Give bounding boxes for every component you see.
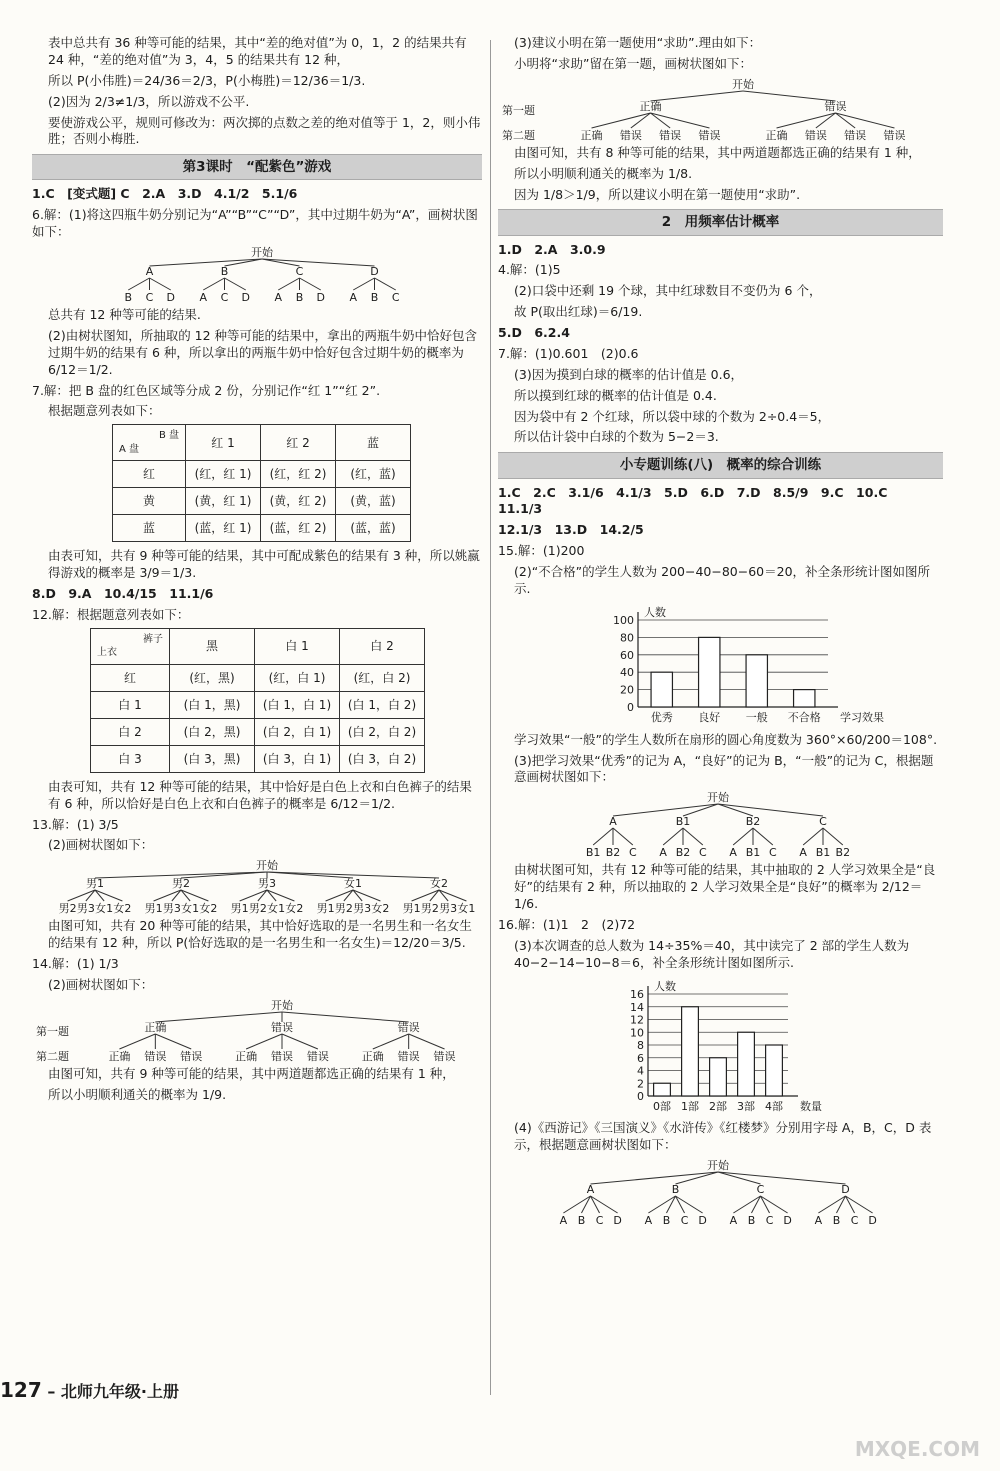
tree-leaf-node: B2 — [675, 846, 691, 860]
tree-edge — [373, 1034, 409, 1049]
sp-line: (2)“不合格”的学生人数为 200−40−80−60＝20，补全条形统计图如图所示. — [514, 564, 931, 596]
tree-leaf-node: 错误 — [619, 128, 642, 142]
table-cell: (蓝，红 1) — [186, 515, 261, 542]
sp-line: 15.解：(1)200 — [498, 543, 585, 559]
tree-branch-node: C — [756, 1183, 765, 1197]
corner-bottom: A 盘 — [119, 443, 140, 455]
row-header: 白 2 — [91, 718, 170, 745]
bar — [746, 655, 767, 707]
table-cell: (红，黑) — [170, 664, 255, 691]
row-header: 白 3 — [91, 745, 170, 772]
table-cell: (白 2，白 1) — [255, 718, 340, 745]
s2-line: (3)因为摸到白球的概率的估计值是 0.6， — [514, 366, 744, 382]
tree-leaf-node: A — [199, 291, 208, 305]
footer-title: 北师九年级·上册 — [60, 1382, 179, 1401]
tree-leaf-node: D — [241, 291, 250, 305]
row-header: 蓝 — [113, 515, 186, 542]
tree-leaf-node: 男1 — [230, 902, 249, 916]
x-tick-label: 4部 — [765, 1099, 783, 1113]
tree-edge — [282, 1012, 409, 1022]
tree-leaf-node: D — [783, 1214, 792, 1228]
tree-edge — [613, 804, 718, 816]
q14-text: 所以小明顺利通关的概率为 1/9. — [48, 1086, 227, 1102]
tree-edge — [128, 278, 149, 290]
sp-line: 12.1/3 13.D 14.2/5 — [498, 522, 644, 538]
tree-leaf-node: 男3 — [162, 902, 181, 916]
col-header: 白 2 — [340, 628, 425, 664]
tree-leaf-node: 正确 — [361, 1049, 384, 1063]
tree-branch-node: 正确 — [144, 1020, 167, 1034]
table-cell: (红，白 2) — [340, 664, 425, 691]
tree-leaf-node: 错误 — [433, 1049, 456, 1063]
col-header: 红 2 — [261, 425, 336, 461]
tree-leaf-node: C — [595, 1214, 604, 1228]
tree-leaf-node: C — [145, 291, 154, 305]
tree-leaf-node: B1 — [815, 846, 831, 860]
q7-text: 根据题意列表如下： — [48, 403, 161, 419]
y-tick-label: 20 — [620, 683, 634, 697]
tree-leaf-node: 正确 — [580, 128, 603, 142]
x-tick-label: 优秀 — [650, 710, 673, 724]
tree-edge — [155, 1034, 191, 1049]
s2-line: 故 P(取出红球)＝6/19. — [514, 304, 643, 320]
tree-leaf-node: 女2 — [285, 902, 304, 916]
q13-text: (2)画树状图如下： — [48, 837, 154, 853]
page-number: 127 — [0, 1378, 42, 1402]
tree-level-label: 第一题 — [36, 1024, 69, 1038]
table-cell: (黄，红 2) — [261, 488, 336, 515]
tree-branch-node: B2 — [745, 815, 761, 829]
tree-leaf-node: D — [698, 1214, 707, 1228]
col-header: 白 1 — [255, 628, 340, 664]
sp-line: 1.C 2.C 3.1/6 4.1/3 5.D 6.D 7.D 8.5/9 9.C 10.C 11.1/3 — [498, 484, 900, 517]
y-tick-label: 60 — [620, 648, 634, 662]
corner-top: 裤子 — [143, 633, 163, 645]
tree-leaf-node: 错误 — [180, 1049, 203, 1063]
section-title: 第3课时 “配紫色”游戏 — [32, 154, 482, 180]
tree-diagram-q16 — [498, 1158, 938, 1228]
row-header: 黄 — [113, 488, 186, 515]
corner-bottom: 上衣 — [97, 647, 117, 659]
tree-leaf-node: C — [765, 1214, 774, 1228]
tree-leaf-node: A — [274, 291, 283, 305]
bar — [710, 1057, 727, 1095]
table-corner — [113, 425, 186, 461]
tree-branch-node: D — [841, 1183, 850, 1197]
tree-branch-node: 男2 — [172, 877, 190, 891]
answers-1-5: 1.C [变式题] C 2.A 3.D 4.1/2 5.1/6 — [32, 186, 298, 202]
tree-root: 开始 — [271, 998, 293, 1012]
tree-edge — [203, 278, 224, 290]
q7-text: 由表可知，共有 9 种等可能的结果，其中可配成紫色的结果有 3 种，所以姚嬴得游戏的概率是 3/9＝1/3. — [48, 548, 480, 581]
tree-branch-node: D — [370, 265, 379, 279]
tree-leaf-node: 错误 — [844, 128, 867, 142]
q13-text: 13.解：(1) 3/5 — [32, 816, 119, 832]
q13-text: 由图可知，共有 20 种等可能的结果，其中恰好选取的是一名男生和一名女生的结果有 12 种，所以 P(恰好选取的是一名男生和一名女生)＝12/20＝3/5. — [48, 918, 472, 951]
x-tick-label: 良好 — [698, 710, 721, 724]
q12-text: 12.解：根据题意列表如下： — [32, 606, 190, 622]
x-tick-label: 1部 — [681, 1099, 699, 1113]
q3-text: 所以小明顺利通关的概率为 1/8. — [514, 165, 693, 181]
tree-leaf-node: 男1 — [144, 902, 163, 916]
y-tick-label: 40 — [620, 666, 634, 680]
tree-branch-node: 正确 — [639, 99, 662, 113]
tree-branch-node: 错误 — [271, 1020, 293, 1034]
q14-text: 14.解：(1) 1/3 — [32, 956, 119, 972]
y-tick-label: 16 — [630, 987, 644, 1001]
x-tick-label: 一般 — [745, 710, 768, 724]
tree-edge — [591, 1172, 719, 1184]
tree-branch-node: 女1 — [344, 877, 362, 891]
tree-edge — [119, 1034, 155, 1049]
tree-leaf-node: 男3 — [353, 902, 372, 916]
bar — [654, 1083, 671, 1096]
table-cell: (白 1，白 1) — [255, 691, 340, 718]
tree-leaf-node: B — [577, 1214, 586, 1228]
tree-edge — [353, 278, 374, 290]
tree-edge — [225, 278, 246, 290]
y-axis-label: 人数 — [654, 979, 676, 993]
tree-leaf-node: D — [316, 291, 325, 305]
tree-edge — [651, 113, 710, 128]
section-title: 小专题训练(八) 概率的综合训练 — [498, 452, 943, 478]
tree-leaf-node: 错误 — [883, 128, 906, 142]
tree-diagram-q3 — [498, 77, 938, 143]
q6-text: (2)由树状图知，所抽取的 12 种等可能的结果中，拿出的两瓶牛奶中恰好包含过期牛奶的结果有 6 种，所以拿出的两瓶牛奶中恰好包含过期牛奶的概率为 6/12＝1/2. — [48, 327, 478, 377]
tree-leaf-node: 错误 — [306, 1049, 329, 1063]
intro-line: 所以 P(小伟胜)＝24/36＝2/3，P(小梅胜)＝12/36＝1/3. — [48, 72, 366, 88]
tree-leaf-node: 女2 — [371, 902, 390, 916]
sp-line: 16.解：(1)1 2 (2)72 — [498, 916, 636, 932]
q3-text: 由图可知，共有 8 种等可能的结果，其中两道题都选正确的结果有 1 种， — [514, 144, 921, 160]
tree-branch-node: B — [671, 1183, 680, 1197]
table-cell: (白 3，白 2) — [340, 745, 425, 772]
tree-root: 开始 — [251, 246, 273, 260]
tree-branch-node: B — [220, 265, 229, 279]
y-tick-label: 0 — [627, 700, 634, 714]
tree-leaf-node: C — [768, 846, 777, 860]
x-axis-label: 数量 — [800, 1099, 822, 1113]
tree-branch-node: A — [586, 1183, 595, 1197]
tree-leaf-node: 错误 — [698, 128, 721, 142]
tree-leaf-node: A — [729, 1214, 738, 1228]
tree-root: 开始 — [707, 1159, 729, 1173]
tree-leaf-node: 正确 — [765, 128, 788, 142]
tree-leaf-node: A — [799, 846, 807, 860]
tree-leaf-node: C — [680, 1214, 689, 1228]
tree-leaf-node: C — [628, 846, 637, 860]
q12-text: 由表可知，共有 12 种等可能的结果，其中恰好是白色上衣和白色裤子的结果有 6 种，所以恰好是白色上衣和白色裤子的概率是 6/12＝1/2. — [48, 778, 472, 811]
col-header: 蓝 — [336, 425, 411, 461]
q6-text: 总共有 12 种等可能的结果. — [48, 307, 201, 323]
tree-leaf-node: B1 — [745, 846, 761, 860]
tree-leaf-node: A — [729, 846, 737, 860]
tree-leaf-node: B — [124, 291, 133, 305]
sp-line: 由树状图可知，共有 12 种等可能的结果，其中抽取的 2 人学习效果全是“良好”的结果有 2 种，所以抽取的 2 人学习效果全是“良好”的概率为 2/12＝1/6. — [514, 862, 936, 912]
tree-leaf-node: 男3 — [439, 902, 458, 916]
answers-8-11: 8.D 9.A 10.4/15 11.1/6 — [32, 586, 214, 602]
table-cell: (白 3，白 1) — [255, 745, 340, 772]
tree-leaf-node: 男2 — [420, 902, 439, 916]
y-tick-label: 10 — [630, 1025, 644, 1039]
bar — [794, 689, 815, 706]
s2-line: 所以摸到红球的概率的估计值是 0.4. — [514, 387, 717, 403]
corner-top: B 盘 — [158, 430, 179, 442]
x-tick-label: 3部 — [737, 1099, 755, 1113]
x-tick-label: 2部 — [709, 1099, 727, 1113]
q3-text: 小明将“求助”留在第一题，画树状图如下： — [514, 55, 752, 71]
tree-edge — [282, 1034, 318, 1049]
tree-branch-node: B1 — [675, 815, 691, 829]
tree-leaf-node: 男1 — [402, 902, 421, 916]
sp-line: (3)本次调查的总人数为 14÷35%＝40，其中读完了 2 部的学生人数为 40−2−14−10−8＝6，补全条形统计图如图所示. — [514, 937, 910, 970]
table-cell: (黄，蓝) — [336, 488, 411, 515]
tree-branch-node: C — [819, 815, 827, 829]
tree-edge — [718, 1172, 846, 1184]
sp-line: (4)《西游记》《三国演义》《水浒传》《红楼梦》分别用字母 A，B，C，D 表示，根据题意画树状图如下： — [514, 1120, 932, 1153]
tree-branch-node: A — [145, 265, 154, 279]
tree-root: 开始 — [256, 859, 278, 873]
tree-leaf-node: B — [832, 1214, 841, 1228]
table-cell: (蓝，蓝) — [336, 515, 411, 542]
tree-branch-node: C — [295, 265, 304, 279]
intro-line: (2)因为 2/3≠1/3，所以游戏不公平. — [48, 93, 250, 109]
tree-leaf-node: B — [370, 291, 379, 305]
table-cell: (白 1，黑) — [170, 691, 255, 718]
y-tick-label: 4 — [637, 1064, 644, 1078]
tree-leaf-node: 错误 — [397, 1049, 420, 1063]
table-cell: (红，红 1) — [186, 461, 261, 488]
bar — [651, 672, 672, 707]
tree-leaf-node: A — [559, 1214, 568, 1228]
row-header: 白 1 — [91, 691, 170, 718]
tree-leaf-node: 错误 — [804, 128, 827, 142]
tree-branch-node: 错误 — [824, 99, 847, 113]
s2-line: 5.D 6.2.4 — [498, 325, 570, 341]
table-corner — [91, 628, 170, 664]
tree-leaf-node: 错误 — [659, 128, 682, 142]
y-tick-label: 12 — [630, 1013, 644, 1027]
tree-edge — [683, 828, 703, 845]
tree-edge — [803, 828, 823, 845]
tree-leaf-node: D — [166, 291, 175, 305]
tree-leaf-node: 女1 — [95, 902, 114, 916]
tree-leaf-node: D — [868, 1214, 877, 1228]
s2-line: 因为袋中有 2 个红球，所以袋中球的个数为 2÷0.4＝5， — [514, 408, 831, 424]
section-title: 2 用频率估计概率 — [498, 209, 943, 235]
tree-leaf-node: B1 — [585, 846, 601, 860]
tree-leaf-node: 女1 — [267, 902, 286, 916]
tree-edge — [246, 1034, 282, 1049]
y-tick-label: 6 — [637, 1051, 644, 1065]
tree-root: 开始 — [732, 77, 754, 91]
tree-leaf-node: B — [662, 1214, 671, 1228]
tree-edge — [300, 278, 321, 290]
bar — [682, 1006, 699, 1095]
tree-leaf-node: 男2 — [58, 902, 77, 916]
tree-leaf-node: D — [613, 1214, 622, 1228]
tree-leaf-node: 女1 — [457, 902, 476, 916]
tree-level-label: 第二题 — [502, 128, 535, 142]
tree-branch-node: 男3 — [258, 877, 276, 891]
tree-root: 开始 — [707, 791, 729, 805]
tree-leaf-node: 男2 — [334, 902, 353, 916]
q14-text: (2)画树状图如下： — [48, 976, 154, 992]
s2-line: 1.D 2.A 3.0.9 — [498, 241, 606, 257]
intro-line: 要使游戏公平，规则可修改为：两次掷的点数之差的绝对值等于 1，2，则小伟胜；否则小梅胜. — [48, 114, 481, 147]
q6-text: 6.解：(1)将这四瓶牛奶分别记为“A”“B”“C”“D”，其中过期牛奶为“A”，画树状图如下： — [32, 207, 478, 240]
tree-leaf-node: C — [850, 1214, 859, 1228]
tree-leaf-node: 男2 — [248, 902, 267, 916]
tree-leaf-node: C — [391, 291, 400, 305]
x-axis-label: 学习效果 — [840, 710, 884, 724]
tree-branch-node: 错误 — [397, 1020, 420, 1034]
tree-diagram-q6 — [32, 245, 472, 305]
tree-edge — [743, 91, 836, 101]
y-tick-label: 2 — [637, 1076, 644, 1090]
tree-leaf-node: B — [747, 1214, 756, 1228]
tree-leaf-node: 正确 — [235, 1049, 258, 1063]
table-cell: (黄，红 1) — [186, 488, 261, 515]
table-cell: (红，白 1) — [255, 664, 340, 691]
tree-leaf-node: 错误 — [144, 1049, 167, 1063]
tree-leaf-node: C — [220, 291, 229, 305]
tree-edge — [155, 1012, 282, 1022]
tree-diagram-q13 — [32, 858, 482, 916]
tree-leaf-node: B2 — [605, 846, 621, 860]
col-header: 黑 — [170, 628, 255, 664]
tree-edge — [663, 828, 683, 845]
sp-line: (3)把学习效果“优秀”的记为 A，“良好”的记为 B，“一般”的记为 C，根据题意画树状图如下： — [514, 752, 934, 785]
watermark: MXQE.COM — [854, 1437, 980, 1461]
y-tick-label: 100 — [613, 613, 634, 627]
tree-leaf-node: B — [295, 291, 304, 305]
sp-line: 学习效果“一般”的学生人数所在扇形的圆心角度数为 360°×60/200＝108°. — [514, 731, 938, 747]
bar — [766, 1045, 783, 1096]
tree-leaf-node: 男1 — [316, 902, 335, 916]
s2-line: 7.解：(1)0.601 (2)0.6 — [498, 345, 639, 361]
table-cell: (蓝，红 2) — [261, 515, 336, 542]
tree-edge — [718, 804, 823, 816]
table-cell: (红，红 2) — [261, 461, 336, 488]
table-q12 — [90, 628, 425, 773]
tree-leaf-node: A — [644, 1214, 653, 1228]
y-tick-label: 80 — [620, 631, 634, 645]
tree-edge — [409, 1034, 445, 1049]
intro-line: 表中总共有 36 种等可能的结果，其中“差的绝对值”为 0，1，2 的结果共有 24 种，“差的绝对值”为 3，4，5 的结果共有 12 种， — [48, 35, 467, 67]
table-cell: (白 1，白 2) — [340, 691, 425, 718]
tree-edge — [278, 278, 299, 290]
q14-text: 由图可知，共有 9 种等可能的结果，其中两道题都选正确的结果有 1 种， — [48, 1065, 455, 1081]
tree-edge — [836, 113, 895, 128]
tree-level-label: 第一题 — [502, 103, 535, 117]
y-axis-label: 人数 — [644, 605, 666, 619]
table-cell: (白 3，黑) — [170, 745, 255, 772]
table-cell: (红，蓝) — [336, 461, 411, 488]
tree-leaf-node: 女2 — [199, 902, 218, 916]
tree-edge — [823, 828, 843, 845]
tree-leaf-node: B2 — [835, 846, 851, 860]
bar — [738, 1032, 755, 1096]
tree-edge — [753, 828, 773, 845]
tree-leaf-node: 女2 — [113, 902, 132, 916]
tree-leaf-node: 男3 — [76, 902, 95, 916]
table-q7 — [112, 424, 411, 542]
s2-line: 4.解：(1)5 — [498, 262, 561, 278]
tree-edge — [150, 278, 171, 290]
row-header: 红 — [113, 461, 186, 488]
s2-line: 所以估计袋中白球的个数为 5−2＝3. — [514, 429, 719, 445]
tree-branch-node: 男1 — [86, 877, 104, 891]
right-column — [498, 35, 943, 1230]
y-tick-label: 0 — [637, 1089, 644, 1103]
y-tick-label: 14 — [630, 1000, 644, 1014]
q3-text: 因为 1/8＞1/9，所以建议小明在第一题使用“求助”. — [514, 186, 801, 202]
tree-edge — [651, 91, 744, 101]
tree-edge — [375, 278, 396, 290]
tree-leaf-node: 女1 — [181, 902, 200, 916]
tree-branch-node: 女2 — [430, 877, 448, 891]
tree-diagram-q15 — [498, 790, 938, 860]
bar-chart-q15 — [498, 602, 938, 727]
row-header: 红 — [91, 664, 170, 691]
tree-leaf-node: 正确 — [108, 1049, 131, 1063]
table-cell: (白 2，白 2) — [340, 718, 425, 745]
tree-edge — [593, 828, 613, 845]
tree-edge — [733, 828, 753, 845]
col-header: 红 1 — [186, 425, 261, 461]
bar — [699, 637, 720, 707]
tree-leaf-node: A — [659, 846, 667, 860]
y-tick-label: 8 — [637, 1038, 644, 1052]
s2-line: (2)口袋中还剩 19 个球，其中红球数目不变仍为 6 个， — [514, 283, 822, 299]
tree-leaf-node: C — [698, 846, 707, 860]
page-footer: 127 – 北师九年级·上册 — [0, 1378, 179, 1402]
tree-branch-node: A — [609, 815, 617, 829]
bar-chart-q16 — [498, 976, 938, 1116]
table-cell: (白 2，黑) — [170, 718, 255, 745]
q7-text: 7.解：把 B 盘的红色区域等分成 2 份，分别记作“红 1”“红 2”. — [32, 382, 381, 398]
tree-leaf-node: A — [349, 291, 358, 305]
x-tick-label: 不合格 — [787, 710, 821, 724]
tree-leaf-node: 错误 — [271, 1049, 293, 1063]
tree-edge — [613, 828, 633, 845]
x-tick-label: 0部 — [653, 1099, 671, 1113]
tree-diagram-q14 — [32, 998, 472, 1064]
tree-leaf-node: A — [814, 1214, 823, 1228]
tree-edge — [777, 113, 836, 128]
tree-level-label: 第二题 — [36, 1049, 69, 1063]
tree-edge — [592, 113, 651, 128]
left-column — [32, 35, 482, 1108]
column-divider — [490, 40, 491, 1395]
q3-text: (3)建议小明在第一题使用“求助”.理由如下： — [514, 35, 762, 50]
